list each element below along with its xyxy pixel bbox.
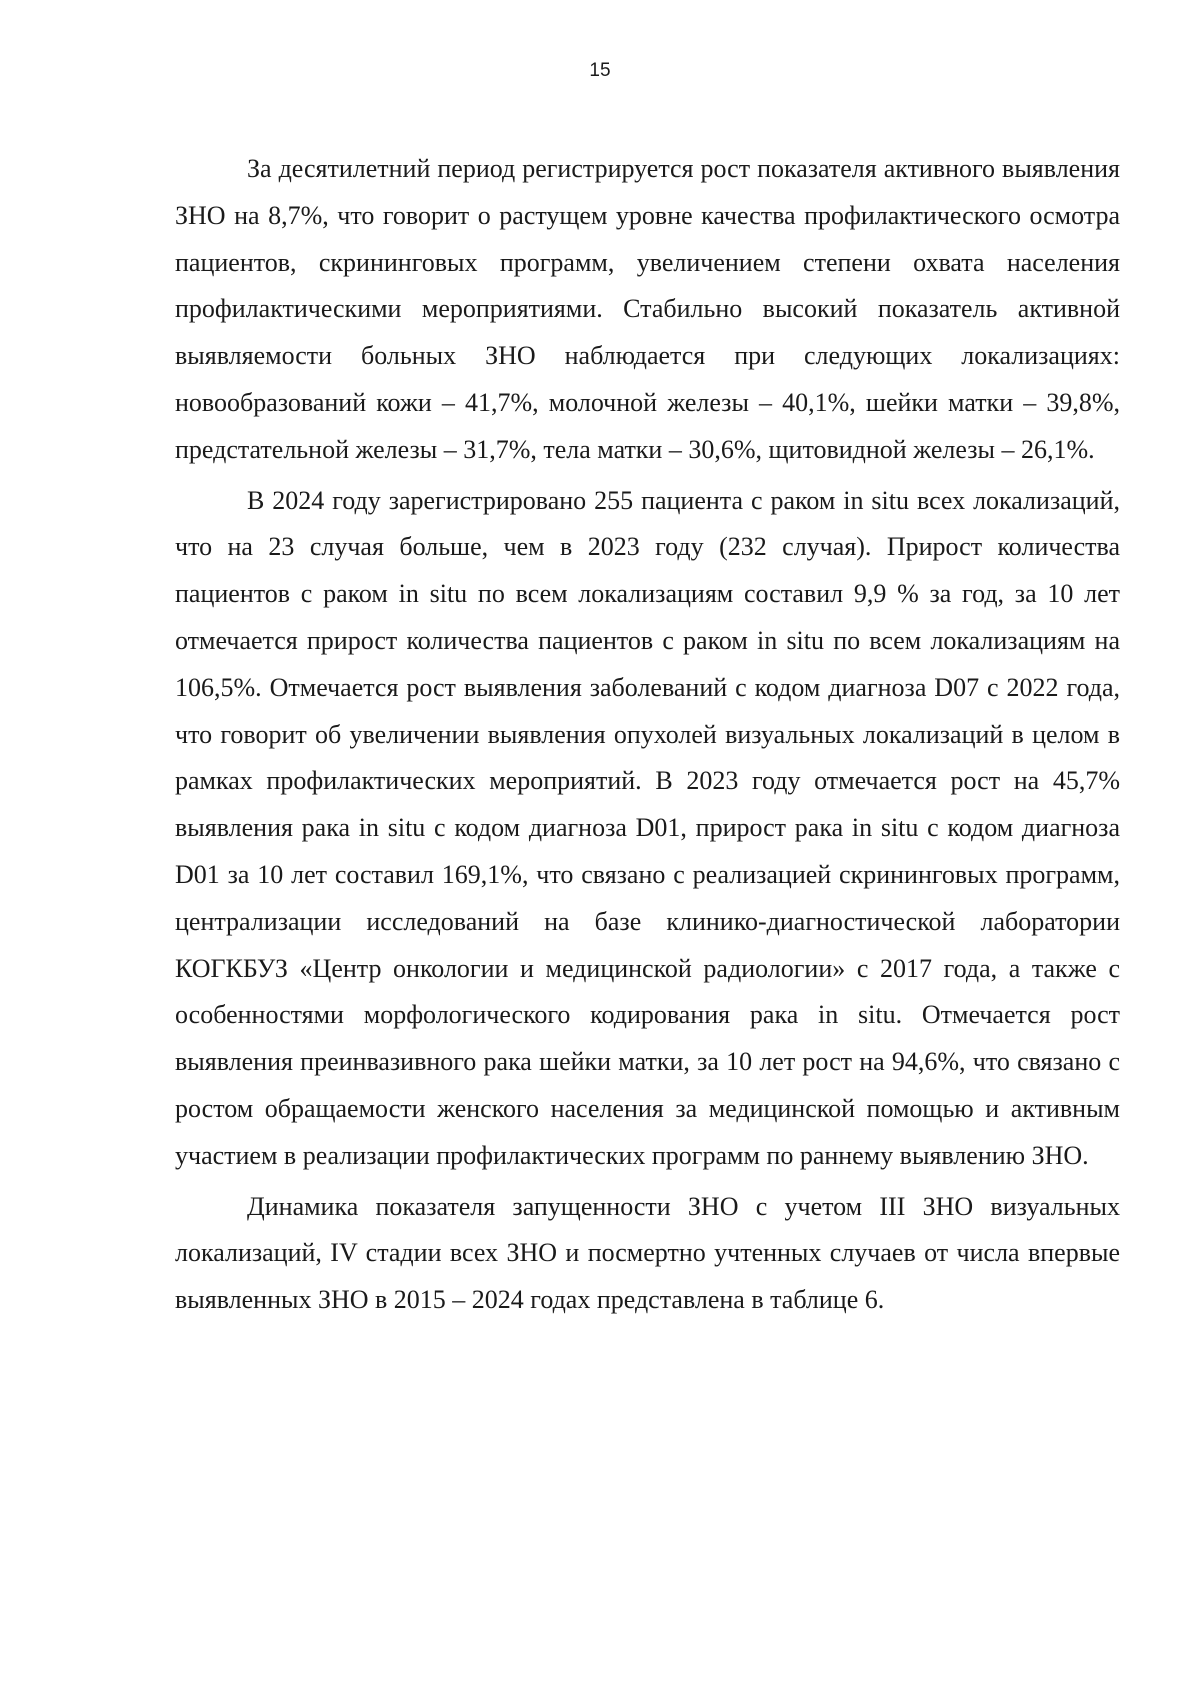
paragraph-active-detection: За десятилетний период регистрируется рост показателя активного выявления ЗНО на 8,7%, что говорит о растущем уровне качества профилактического осмотра пациентов, скрининговых программ, увеличением степени охвата населения профилактическими мероприятиями. Стабильно высокий показатель активной выявляемости больных ЗНО наблюдается при следующих локализациях: новообразований кожи – 41,7%, молочной железы – 40,1%, шейки матки – 39,8%, предстательной железы – 31,7%, тела матки – 30,6%, щитовидной железы – 26,1%. <box>175 154 1120 464</box>
body-text <box>175 146 1120 1324</box>
paragraph-cancer-in-situ: В 2024 году зарегистрировано 255 пациента с раком in situ всех локализаций, что на 23 случая больше, чем в 2023 году (232 случая). Прирост количества пациентов с раком in situ по всем локализациям составил 9,9 % за год, за 10 лет отмечается прирост количества пациентов с раком in situ по всем локализациям на 106,5%. Отмечается рост выявления заболеваний с кодом диагноза D07 с 2022 года, что говорит об увеличении выявления опухолей визуальных локализаций в целом в рамках профилактических мероприятий. В 2023 году отмечается рост на 45,7% выявления рака in situ с кодом диагноза D01, прирост рака in situ с кодом диагноза D01 за 10 лет составил 169,1%, что связано с реализацией скрининговых программ, централизации исследований на базе клинико-диагностической лаборатории КОГКБУЗ «Центр онкологии и медицинской радиологии» с 2017 года, а также с особенностями морфологического кодирования рака in situ. Отмечается рост выявления преинвазивного рака шейки матки, за 10 лет рост на 94,6%, что связано с ростом обращаемости женского населения за медицинской помощью и активным участием в реализации профилактических программ по раннему выявлению ЗНО. <box>175 485 1120 1170</box>
page-number: 15 <box>589 60 611 81</box>
paragraph-neglect-dynamics: Динамика показателя запущенности ЗНО с учетом III ЗНО визуальных локализаций, IV стадии всех ЗНО и посмертно учтенных случаев от числа впервые выявленных ЗНО в 2015 – 2024 годах представлена в таблице 6. <box>175 1191 1120 1315</box>
